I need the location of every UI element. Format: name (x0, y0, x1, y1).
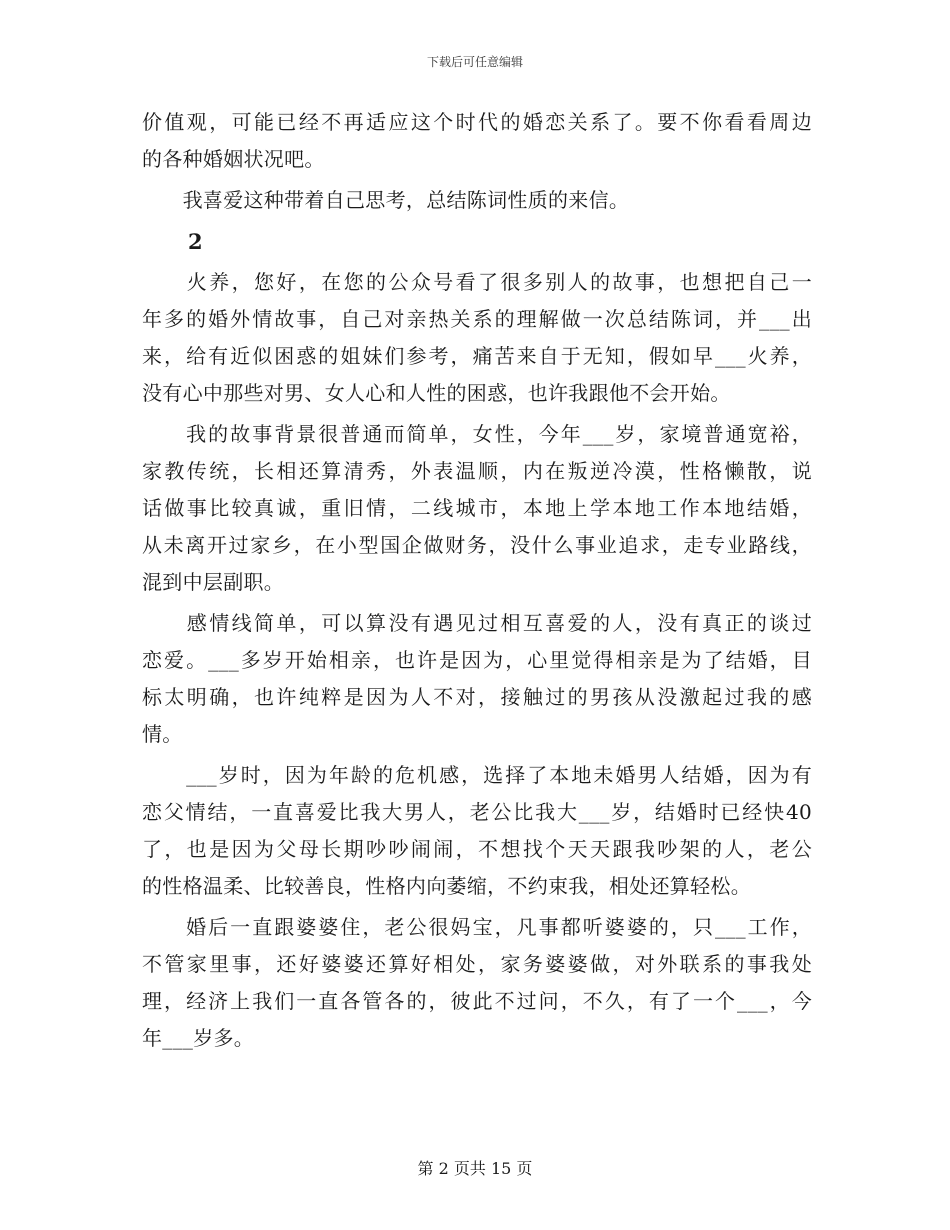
text-line: 来，给有近似困惑的姐妹们参考，痛苦来自于无知，假如早___火养， (142, 344, 812, 368)
text-line: 标太明确，也许纯粹是因为人不对，接触过的男孩从没激起过我的感 (142, 685, 812, 709)
text-line: 婚后一直跟婆婆住，老公很妈宝，凡事都听婆婆的，只___工作， (142, 915, 812, 939)
paragraph (142, 416, 812, 601)
paragraph (142, 104, 812, 178)
page-footer: 第 2 页共 15 页 (417, 1159, 533, 1178)
text-line: 火养，您好，在您的公众号看了很多别人的故事，也想把自己一 (142, 270, 812, 294)
page-header: 下载后可任意编辑 (426, 55, 523, 69)
text-line: 没有心中那些对男、女人心和人性的困惑，也许我跟他不会开始。 (142, 381, 731, 405)
paragraph (142, 264, 812, 412)
text-line: 我喜爱这种带着自己思考，总结陈词性质的来信。 (142, 188, 630, 212)
document-body (142, 104, 812, 1057)
text-line: ___岁时，因为年龄的危机感，选择了本地未婚男人结婚，因为有 (142, 763, 812, 787)
text-line: 话做事比较真诚，重旧情，二线城市，本地上学本地工作本地结婚， (142, 496, 812, 520)
section-number: 2 (188, 229, 203, 254)
text-line: 年___岁多。 (142, 1026, 255, 1050)
text-line: 不管家里事，还好婆婆还算好相处，家务婆婆做，对外联系的事我处 (142, 952, 812, 976)
paragraph (142, 182, 812, 219)
text-line: 恋爱。___多岁开始相亲，也许是因为，心里觉得相亲是为了结婚，目 (142, 648, 812, 672)
text-line: 的各种婚姻状况吧。 (142, 147, 325, 171)
paragraph (142, 605, 812, 753)
text-line: 情。 (142, 722, 183, 746)
paragraph (142, 757, 812, 905)
text-line: 年多的婚外情故事，自己对亲热关系的理解做一次总结陈词，并___出 (142, 307, 812, 331)
text-line: 价值观，可能已经不再适应这个时代的婚恋关系了。要不你看看周边 (142, 110, 812, 134)
text-line: 我的故事背景很普通而简单，女性，今年___岁，家境普通宽裕， (142, 422, 812, 446)
text-line: 了，也是因为父母长期吵吵闹闹，不想找个天天跟我吵架的人，老公 (142, 837, 812, 861)
text-line: 的性格温柔、比较善良，性格内向萎缩，不约束我，相处还算轻松。 (142, 874, 751, 898)
text-line: 从未离开过家乡，在小型国企做财务，没什么事业追求，走专业路线， (142, 533, 812, 557)
text-line: 感情线简单，可以算没有遇见过相互喜爱的人，没有真正的谈过 (142, 611, 812, 635)
text-line: 理，经济上我们一直各管各的，彼此不过问，不久，有了一个___，今 (142, 989, 812, 1013)
text-line: 混到中层副职。 (142, 570, 285, 594)
text-line: 恋父情结，一直喜爱比我大男人，老公比我大___岁，结婚时已经快40 (142, 800, 812, 824)
paragraph (142, 909, 812, 1057)
text-line: 家教传统，长相还算清秀，外表温顺，内在叛逆冷漠，性格懒散，说 (142, 459, 812, 483)
